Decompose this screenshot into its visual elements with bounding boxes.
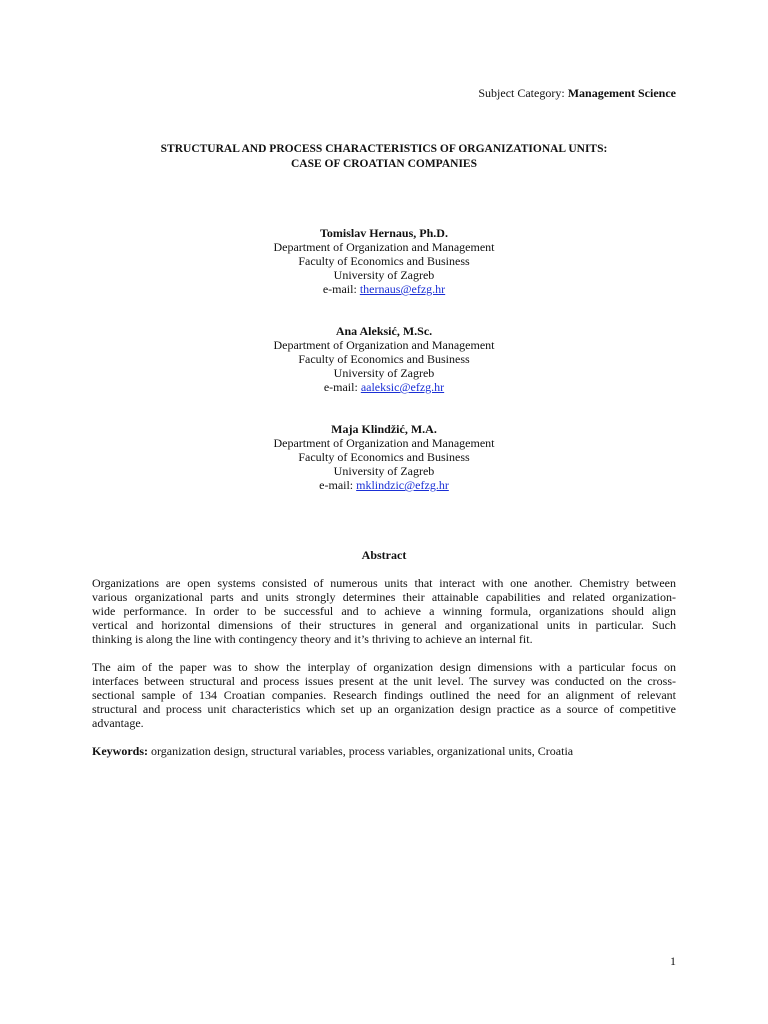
author-university: University of Zagreb <box>333 464 435 478</box>
author-faculty: Faculty of Economics and Business <box>298 254 470 268</box>
author-email-label: e-mail: <box>319 478 354 492</box>
author-department: Department of Organization and Management <box>273 338 495 352</box>
paper-title-line-1: STRUCTURAL AND PROCESS CHARACTERISTICS OF ORGANIZATIONAL UNITS: <box>160 143 608 155</box>
abstract-paragraph-1 <box>92 576 676 646</box>
page-number: 1 <box>670 954 676 968</box>
author-block-2 <box>92 324 676 394</box>
abstract-paragraph-2 <box>92 660 676 730</box>
subject-category-value: Management Science <box>567 86 676 100</box>
author-department: Department of Organization and Management <box>273 240 495 254</box>
author-faculty: Faculty of Economics and Business <box>298 450 470 464</box>
keywords-text: organization design, structural variables, process variables, organizational units, Croatia <box>151 744 574 758</box>
author-name: Ana Aleksić, M.Sc. <box>335 324 433 338</box>
author-department: Department of Organization and Management <box>273 436 495 450</box>
author-email-link[interactable]: aaleksic@efzg.hr <box>360 380 445 394</box>
abstract-line: advantage. <box>92 716 144 730</box>
author-email-label: e-mail: <box>323 380 358 394</box>
abstract-line: wide performance. In order to be successful and to achieve a winning formula, organizations should align <box>92 604 676 618</box>
author-faculty: Faculty of Economics and Business <box>298 352 470 366</box>
author-name: Tomislav Hernaus, Ph.D. <box>320 226 448 240</box>
author-email-label: e-mail: <box>322 282 357 296</box>
paper-title-line-2: CASE OF CROATIAN COMPANIES <box>290 158 478 170</box>
abstract-line: sectional sample of 134 Croatian companies. Research findings outlined the need for an alignment of relevant <box>92 688 676 702</box>
keywords-label: Keywords: <box>92 744 148 758</box>
author-email-line <box>92 282 676 296</box>
abstract-heading: Abstract <box>361 548 407 562</box>
author-university: University of Zagreb <box>333 366 435 380</box>
abstract-line: vertical and horizontal dimensions of their structures in general and organizational units in particular. Such <box>92 618 676 632</box>
author-block-1 <box>92 226 676 296</box>
author-name: Maja Klindžić, M.A. <box>331 422 437 436</box>
author-block-3 <box>92 422 676 492</box>
abstract-line: The aim of the paper was to show the interplay of organization design dimensions with a particular focus on <box>92 660 676 674</box>
author-university: University of Zagreb <box>333 268 435 282</box>
abstract-line: various organizational parts and units strongly determines their attainable capabilities and related organization- <box>92 590 676 604</box>
abstract-line: structural and process unit characteristics which set up an organization design practice as a source of competitive <box>92 702 676 716</box>
author-email-line <box>92 380 676 394</box>
paper-title <box>92 142 676 172</box>
author-email-link[interactable]: mklindzic@efzg.hr <box>356 478 449 492</box>
author-email-line <box>92 478 676 492</box>
subject-category-label: Subject Category: <box>478 86 565 100</box>
abstract-line: thinking is along the line with contingency theory and it’s thriving to achieve an internal fit. <box>92 632 533 646</box>
abstract-line: Organizations are open systems consisted of numerous units that interact with one another. Chemistry between <box>92 576 676 590</box>
abstract-line: interfaces between structural and process issues present at the unit level. The survey was conducted on the cross- <box>92 674 676 688</box>
subject-category <box>478 86 676 100</box>
author-email-link[interactable]: thernaus@efzg.hr <box>359 282 446 296</box>
keywords-line <box>92 744 676 758</box>
